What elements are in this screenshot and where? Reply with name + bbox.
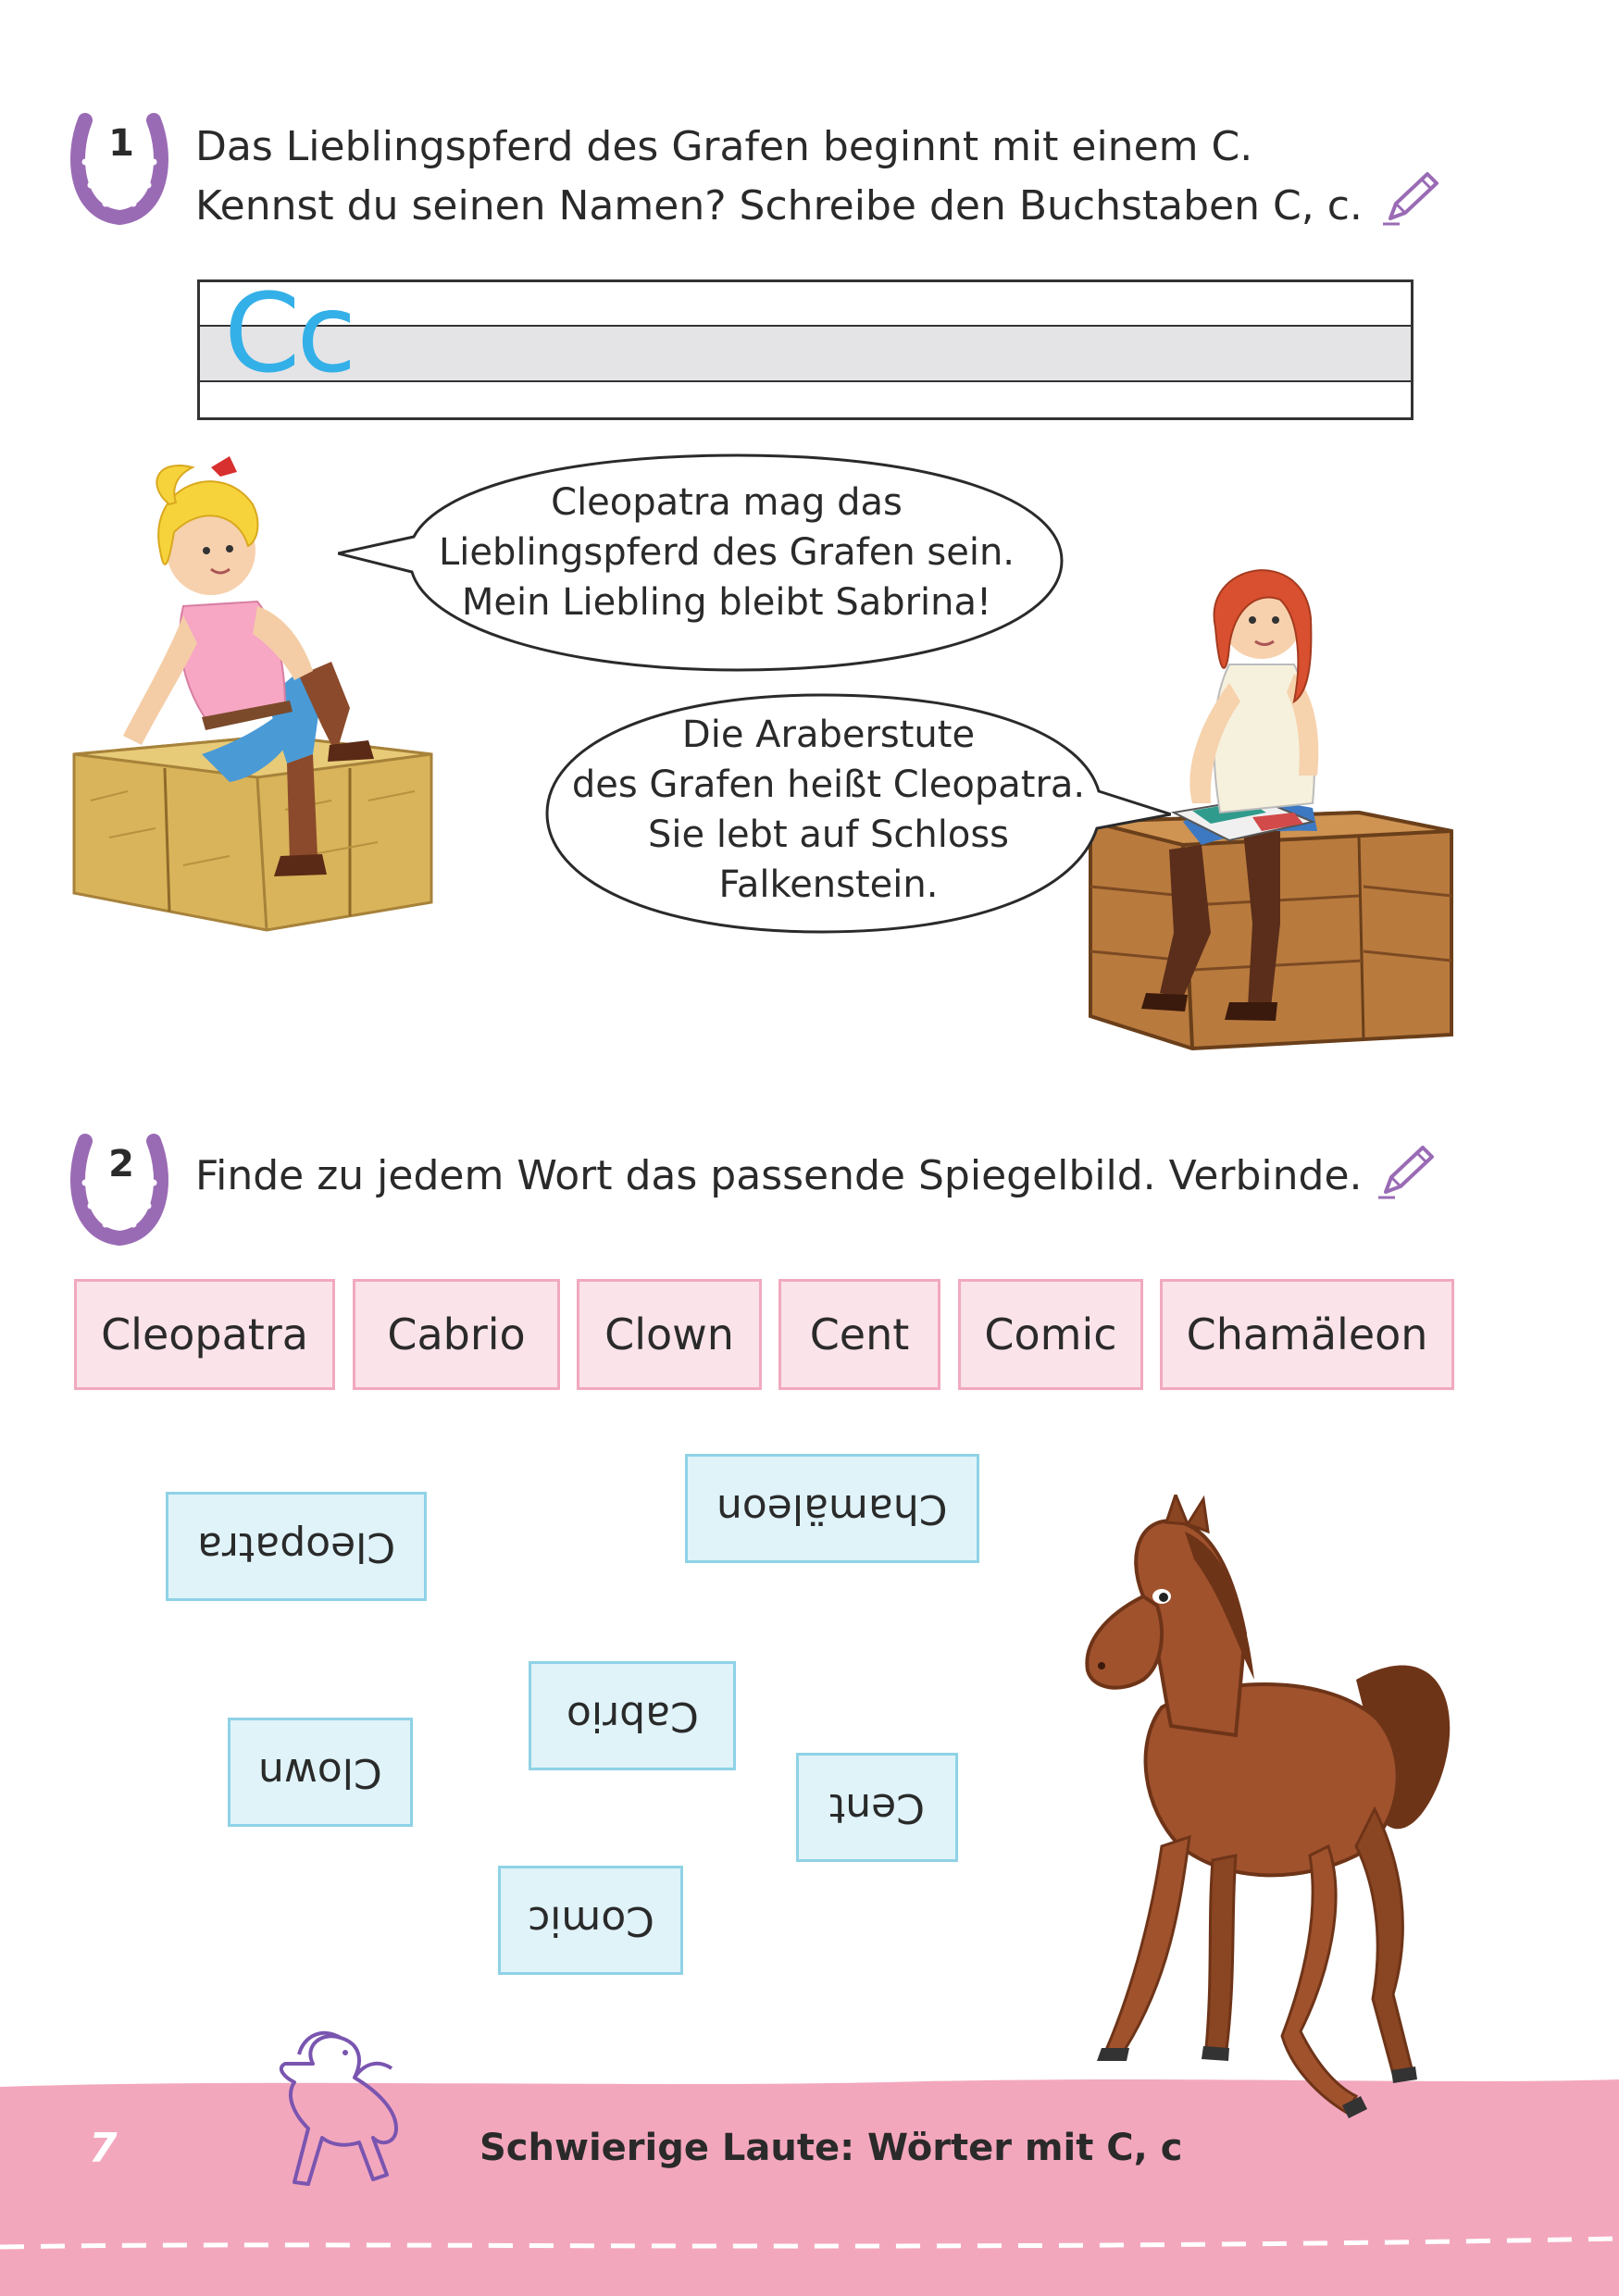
writing-sample-letters: Cc <box>224 269 354 397</box>
task-1-instruction-line-1: Das Lieblingspferd des Grafen beginnt mit einem C. <box>195 123 1253 170</box>
pencil-icon <box>1379 167 1444 231</box>
speech-bubble-right-text: Die Araberstute des Grafen heißt Cleopatra. Sie lebt auf Schloss Falkenstein. <box>571 714 1086 906</box>
task-2-number: 2 <box>108 1143 134 1185</box>
mirror-card-cent[interactable]: Cent <box>796 1753 958 1862</box>
footer-title: Schwierige Laute: Wörter mit C, c <box>479 2127 1183 2169</box>
mirror-card-comic[interactable]: Comic <box>498 1866 683 1975</box>
word-card-clown[interactable]: Clown <box>577 1279 762 1390</box>
task-1-instruction-line-2: Kennst du seinen Namen? Schreibe den Buchstaben C, c. <box>195 182 1363 230</box>
page-number: 7 <box>89 2125 118 2172</box>
mirror-card-chamaeleon[interactable]: Chamäleon <box>685 1454 979 1563</box>
horse-logo-icon <box>257 2027 424 2198</box>
horse-illustration <box>1004 1495 1467 2133</box>
mirror-card-cleopatra[interactable]: Cleopatra <box>166 1492 427 1601</box>
task-2-instruction: Finde zu jedem Wort das passende Spiegelbild. Verbinde. <box>195 1152 1363 1199</box>
speech-bubble-left-text: Cleopatra mag das Lieblingspferd des Grafen sein. Mein Liebling bleibt Sabrina! <box>438 481 1015 624</box>
handwriting-lines[interactable] <box>197 269 1414 420</box>
mirror-card-clown[interactable]: Clown <box>228 1718 413 1827</box>
word-card-chamaeleon[interactable]: Chamäleon <box>1160 1279 1454 1390</box>
word-card-cleopatra[interactable]: Cleopatra <box>74 1279 335 1390</box>
word-card-cabrio[interactable]: Cabrio <box>353 1279 560 1390</box>
task-1-number: 1 <box>108 122 134 165</box>
pencil-icon <box>1375 1140 1439 1205</box>
word-card-cent[interactable]: Cent <box>778 1279 940 1390</box>
mirror-card-cabrio[interactable]: Cabrio <box>529 1661 736 1770</box>
word-card-comic[interactable]: Comic <box>958 1279 1143 1390</box>
